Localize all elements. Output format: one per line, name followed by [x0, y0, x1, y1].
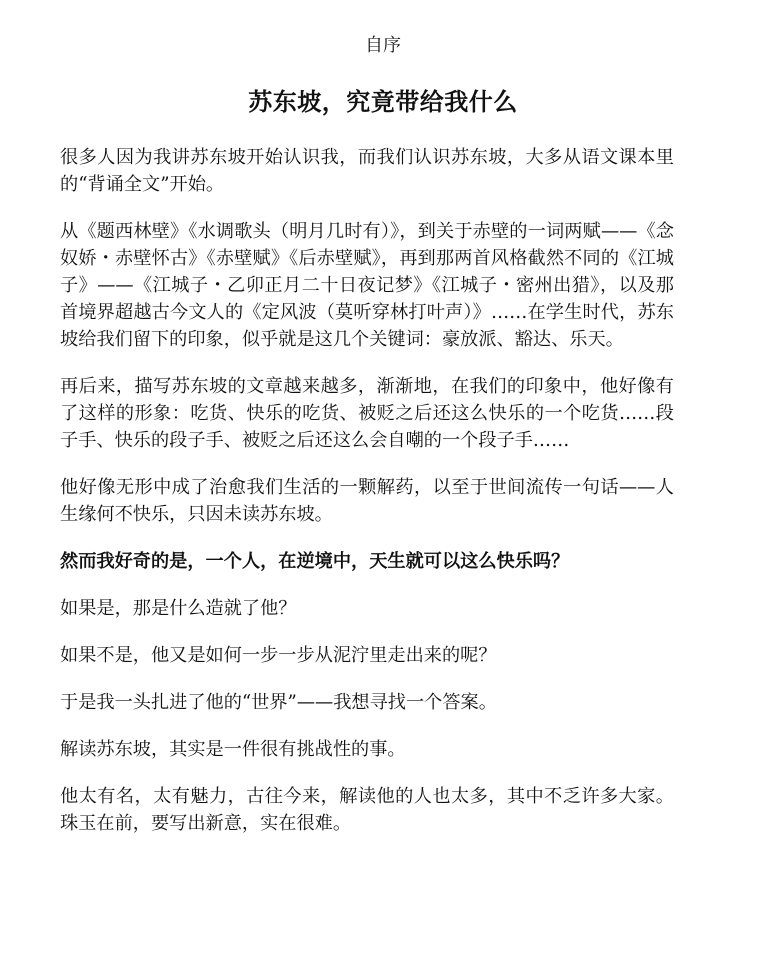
paragraph: 从《题西林壁》《水调歌头（明月几时有）》，到关于赤壁的一词两赋——《念奴娇・赤壁怀古》《赤壁赋》《后赤壁赋》，再到那两首风格截然不同的《江城子》——《江城子・乙卯正月二十日夜记梦》《江城子・密州出猎》，以及那首境界超越古今文人的《定风波（莫听穿林打叶声）》……在学生时代，苏东坡给我们留下的印象，似乎就是这几个关键词：豪放派、豁达、乐天。: [60, 221, 674, 350]
key-question-paragraph: 然而我好奇的是，一个人，在逆境中，天生就可以这么快乐吗？: [60, 551, 570, 572]
paragraph: 很多人因为我讲苏东坡开始认识我，而我们认识苏东坡，大多从语文课本里的“背诵全文”开始。: [60, 147, 674, 195]
body-text: [60, 144, 674, 857]
paragraph: 解读苏东坡，其实是一件很有挑战性的事。: [60, 739, 406, 760]
paragraph: 如果不是，他又是如何一步一步从泥泞里走出来的呢？: [60, 645, 497, 666]
paragraph: 如果是，那是什么造就了他？: [60, 598, 297, 619]
section-label: 自序: [365, 35, 401, 56]
paragraph: 他太有名，太有魅力，古往今来，解读他的人也太多，其中不乏许多大家。珠玉在前，要写出新意，实在很难。: [60, 786, 674, 834]
paragraph: 再后来，描写苏东坡的文章越来越多，渐渐地，在我们的印象中，他好像有了这样的形象：吃货、快乐的吃货、被贬之后还这么快乐的一个吃货……段子手、快乐的段子手、被贬之后还这么会自嘲的一个段子手……: [60, 376, 674, 451]
paragraph: 于是我一头扎进了他的“世界”——我想寻找一个答案。: [60, 692, 497, 713]
paragraph: 他好像无形中成了治愈我们生活的一颗解药，以至于世间流传一句话——人生缘何不快乐，只因未读苏东坡。: [60, 477, 674, 525]
page-title: 苏东坡，究竟带给我什么: [248, 87, 518, 116]
